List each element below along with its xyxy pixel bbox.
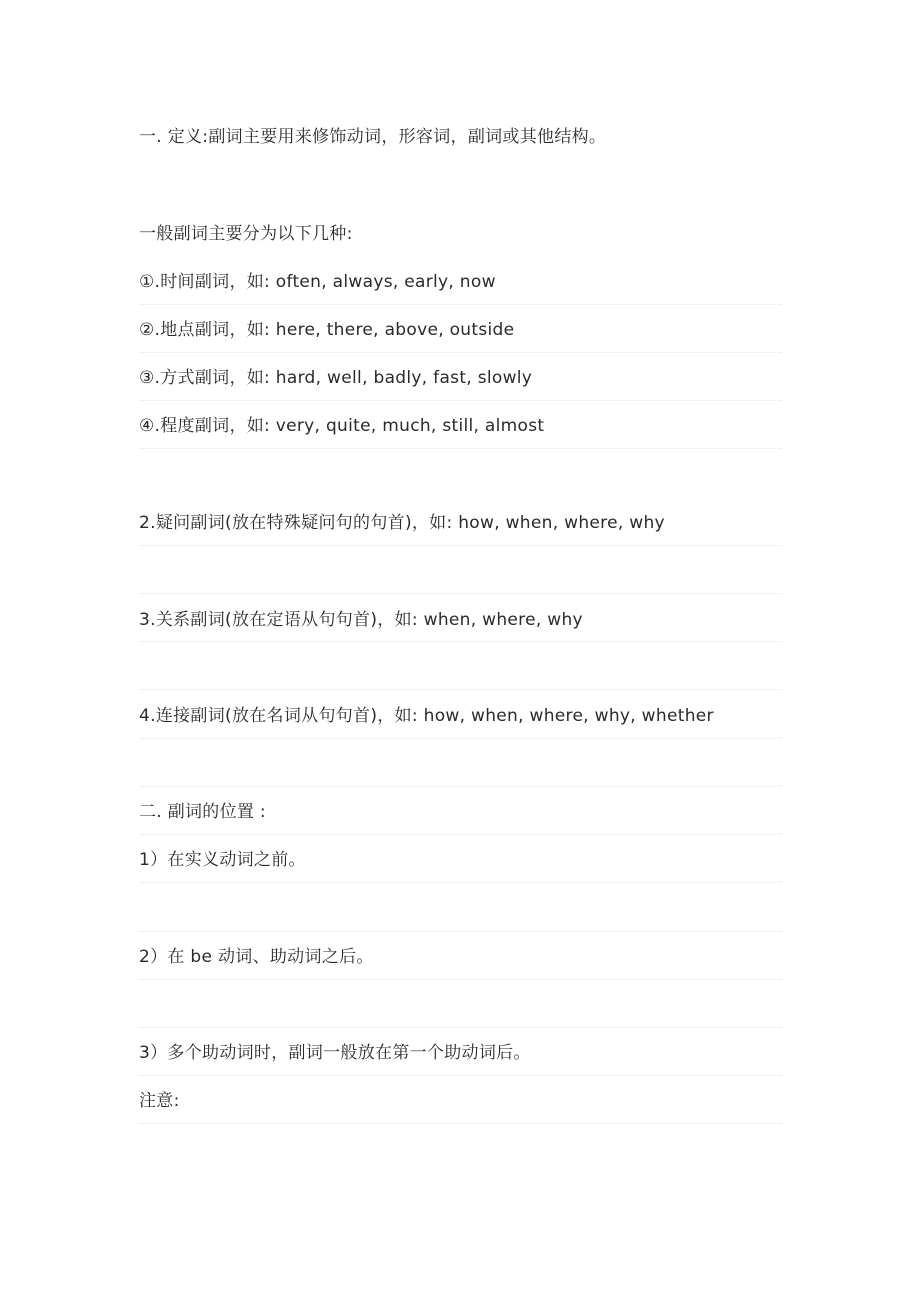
dotted-rule xyxy=(140,1027,782,1028)
dotted-rule xyxy=(140,400,782,401)
dotted-rule xyxy=(140,641,782,642)
dotted-rule xyxy=(140,882,782,883)
conjunctive-adverbs: 4.连接副词(放在名词从句句首)，如: how, when, where, why, whether xyxy=(139,706,714,726)
list-item-manner-adverbs: ③.方式副词，如: hard, well, badly, fast, slowly xyxy=(139,368,533,388)
dotted-rule xyxy=(140,545,782,546)
list-item-time-adverbs: ①.时间副词，如: often, always, early, now xyxy=(139,272,496,292)
note-label: 注意: xyxy=(139,1091,180,1111)
dotted-rule xyxy=(140,1123,782,1124)
category-intro: 一般副词主要分为以下几种: xyxy=(139,224,353,244)
definition-heading: 一. 定义:副词主要用来修饰动词，形容词，副词或其他结构。 xyxy=(139,127,607,147)
dotted-rule xyxy=(140,738,782,739)
dotted-rule xyxy=(140,834,782,835)
dotted-rule xyxy=(140,689,782,690)
dotted-rule xyxy=(140,352,782,353)
position-heading: 二. 副词的位置 : xyxy=(139,802,266,822)
position-rule-3: 3）多个助动词时，副词一般放在第一个助动词后。 xyxy=(139,1043,531,1063)
position-rule-1: 1）在实义动词之前。 xyxy=(139,850,306,870)
dotted-rule xyxy=(140,931,782,932)
dotted-rule xyxy=(140,304,782,305)
dotted-rule xyxy=(140,593,782,594)
list-item-degree-adverbs: ④.程度副词，如: very, quite, much, still, almost xyxy=(139,416,545,436)
dotted-rule xyxy=(140,979,782,980)
relative-adverbs: 3.关系副词(放在定语从句句首)，如: when, where, why xyxy=(139,610,583,630)
dotted-rule xyxy=(140,1075,782,1076)
dotted-rule xyxy=(140,786,782,787)
interrogative-adverbs: 2.疑问副词(放在特殊疑问句的句首)，如: how, when, where, why xyxy=(139,513,665,533)
list-item-place-adverbs: ②.地点副词，如: here, there, above, outside xyxy=(139,320,515,340)
position-rule-2: 2）在 be 动词、助动词之后。 xyxy=(139,947,374,967)
dotted-rule xyxy=(140,448,782,449)
